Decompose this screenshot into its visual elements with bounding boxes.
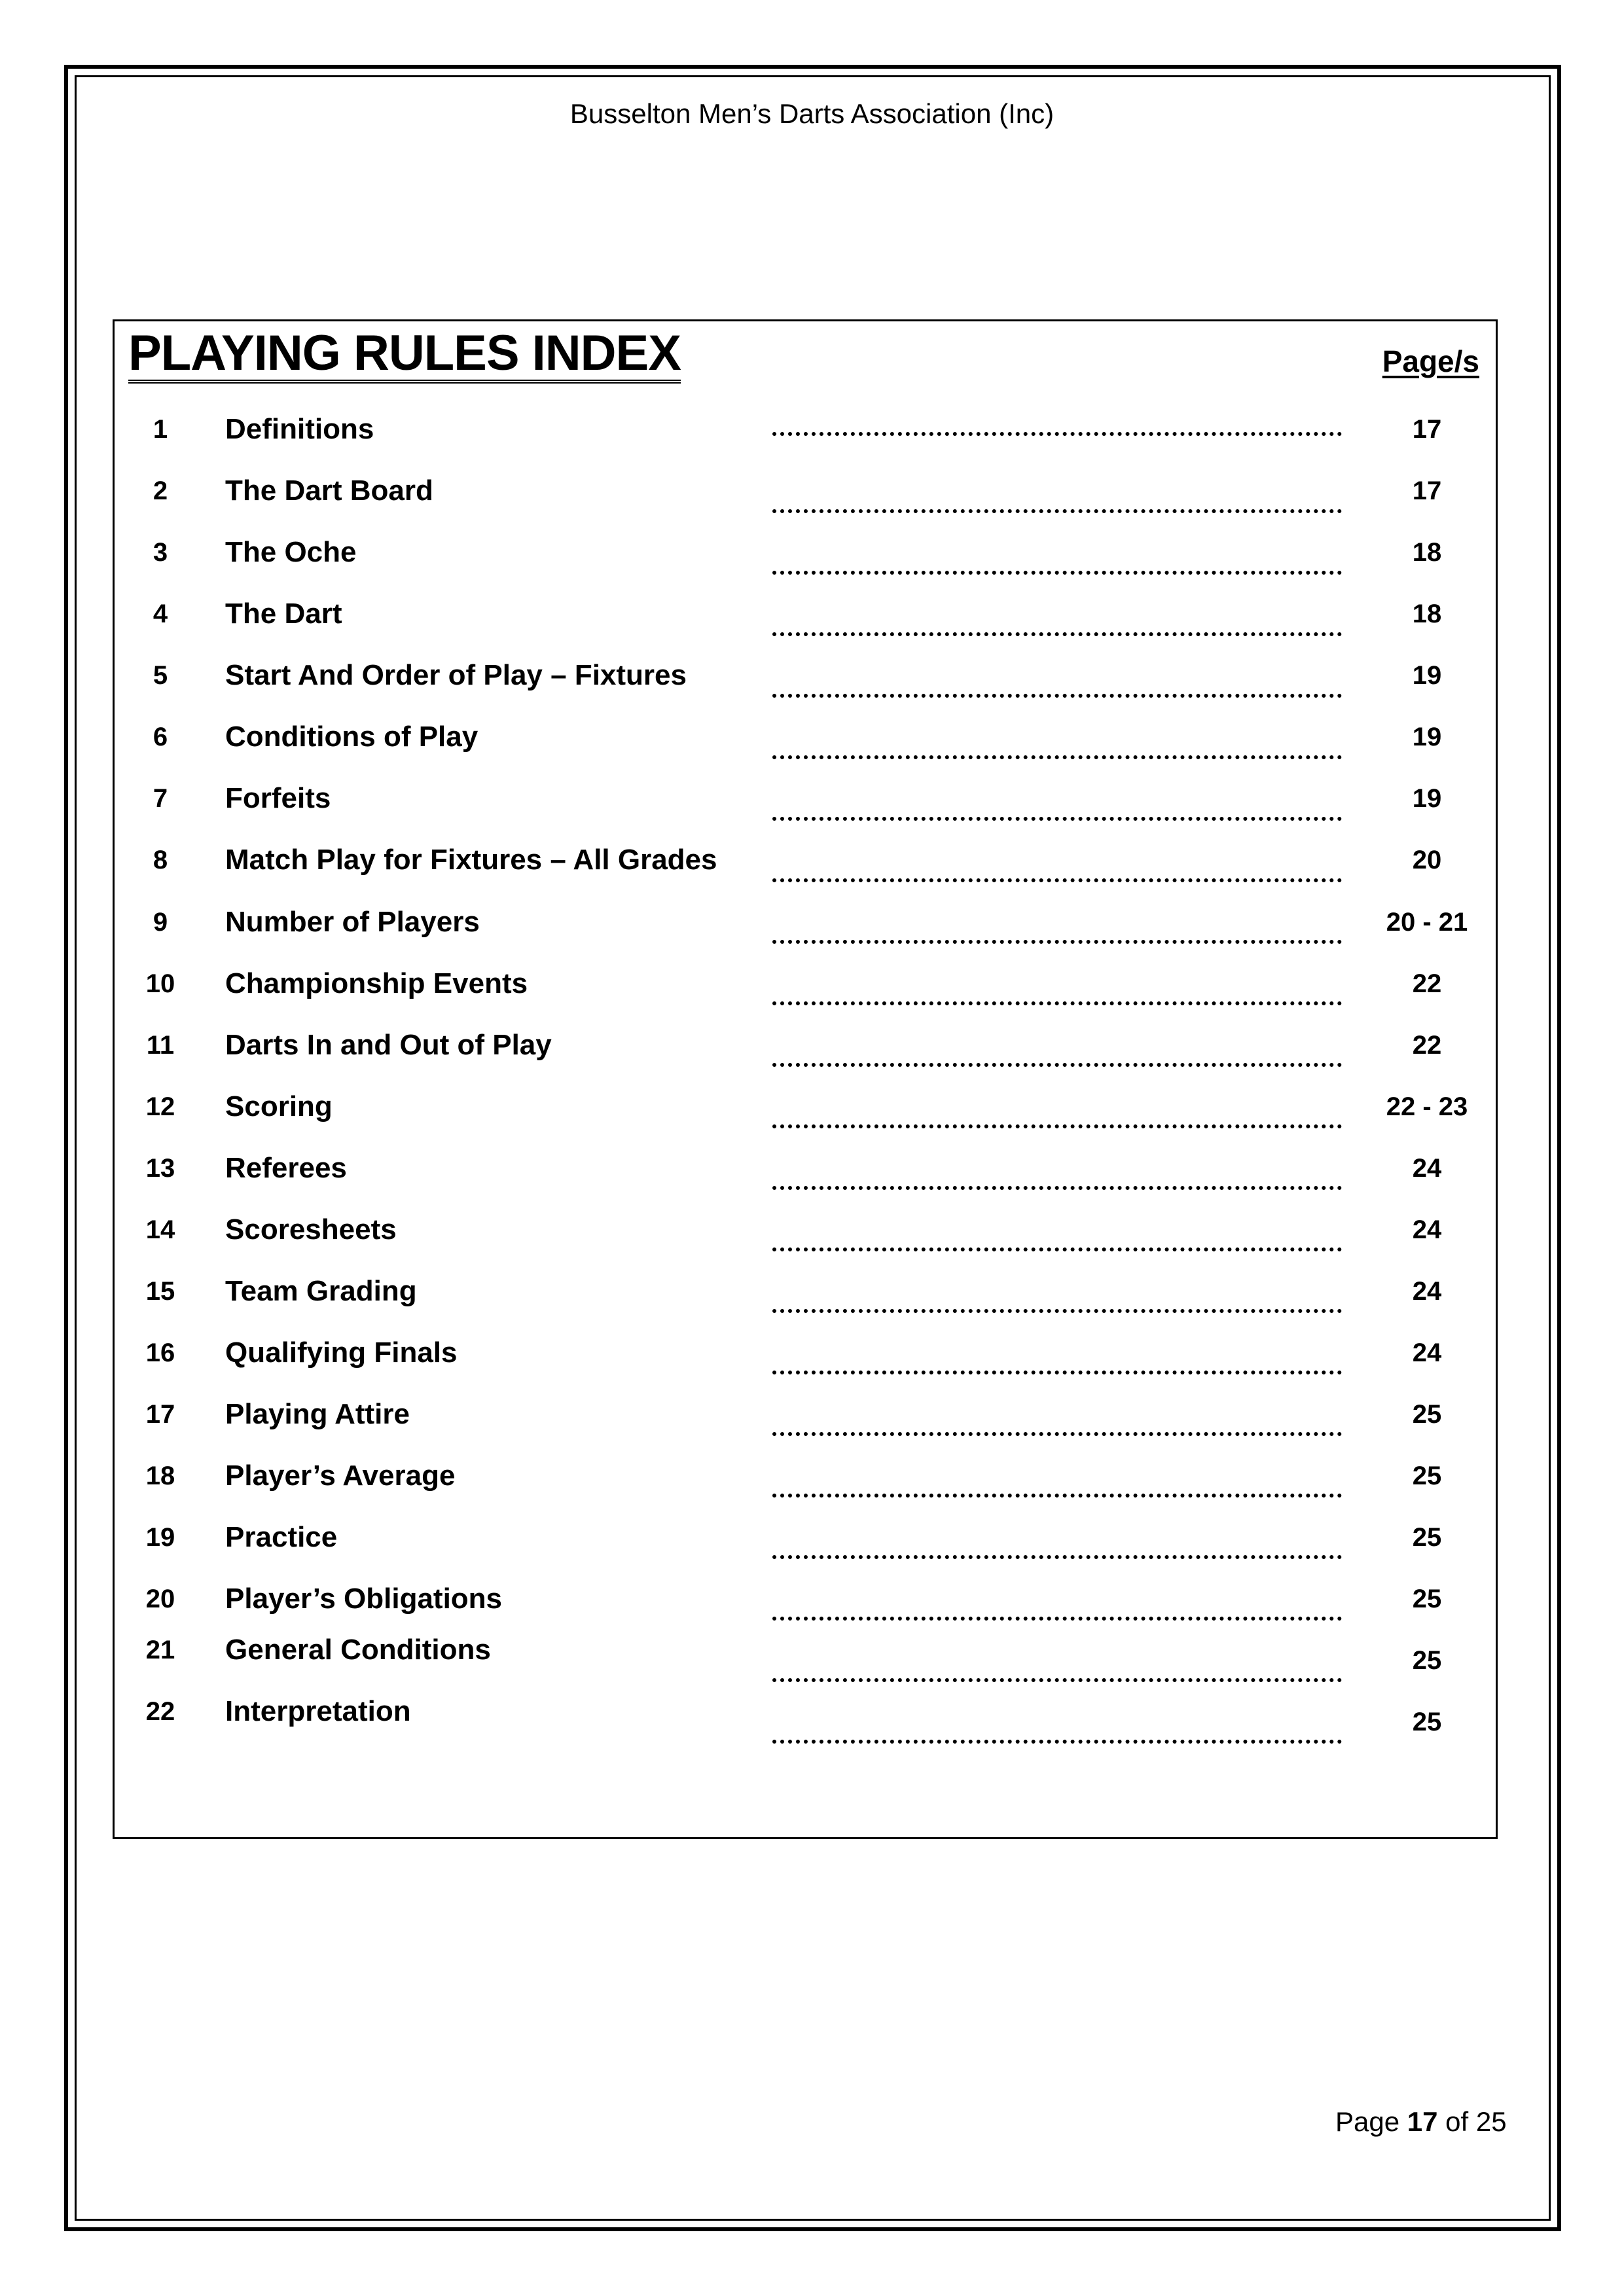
index-item-number: 5 <box>153 661 168 690</box>
index-item-title: Championship Events <box>225 967 528 999</box>
index-item-number: 21 <box>145 1636 175 1664</box>
index-item-leader-dots <box>772 1186 1342 1190</box>
index-item-pages: 22 - 23 <box>1386 1092 1468 1121</box>
index-item-leader-dots <box>772 878 1342 882</box>
index-item-pages: 25 <box>1412 1585 1442 1613</box>
index-item-leader-dots <box>772 1247 1342 1251</box>
pages-column-heading: Page/s <box>1382 344 1479 378</box>
index-item-pages: 18 <box>1412 600 1442 628</box>
index-item-number: 14 <box>145 1215 175 1244</box>
index-item-pages: 19 <box>1412 784 1442 813</box>
index-item-leader-dots <box>772 817 1342 821</box>
index-item-title: Qualifying Finals <box>225 1336 458 1369</box>
index-item-title: Forfeits <box>225 782 331 814</box>
index-item-leader-dots <box>772 694 1342 698</box>
index-item-number: 8 <box>153 846 168 874</box>
index-item-title: Number of Players <box>225 906 480 938</box>
index-item-title: The Dart Board <box>225 475 433 507</box>
index-item-title: The Dart <box>225 598 342 630</box>
index-item-leader-dots <box>772 1124 1342 1128</box>
index-title: PLAYING RULES INDEX <box>128 327 681 384</box>
index-item-pages: 20 - 21 <box>1386 908 1468 937</box>
index-item-title: Definitions <box>225 413 374 445</box>
index-item-leader-dots <box>772 1740 1342 1744</box>
index-item-leader-dots <box>772 1555 1342 1559</box>
page-footer <box>1335 2106 1507 2138</box>
index-item-number: 13 <box>145 1154 175 1183</box>
index-item-leader-dots <box>772 1432 1342 1436</box>
index-item-title: Referees <box>225 1152 347 1184</box>
index-item-pages: 22 <box>1412 1031 1442 1060</box>
index-item-pages: 24 <box>1412 1215 1442 1244</box>
index-item-leader-dots <box>772 755 1342 759</box>
index-item-number: 11 <box>146 1031 175 1060</box>
index-item-title: The Oche <box>225 536 357 568</box>
index-item-pages: 25 <box>1412 1523 1442 1552</box>
index-item-number: 12 <box>145 1092 175 1121</box>
index-item-leader-dots <box>772 1494 1342 1498</box>
index-item-pages: 25 <box>1412 1400 1442 1429</box>
index-item-number: 6 <box>153 723 168 751</box>
index-item-leader-dots <box>772 1309 1342 1313</box>
index-item-pages: 19 <box>1412 661 1442 690</box>
index-item-pages: 18 <box>1412 538 1442 567</box>
index-item-leader-dots <box>772 940 1342 944</box>
index-item-pages: 25 <box>1412 1462 1442 1490</box>
index-item-title: Player’s Obligations <box>225 1583 503 1615</box>
index-item-number: 1 <box>153 415 168 444</box>
index-item-title: Conditions of Play <box>225 721 478 753</box>
index-item-number: 20 <box>145 1585 175 1613</box>
index-item-number: 22 <box>145 1697 175 1726</box>
index-item-pages: 24 <box>1412 1154 1442 1183</box>
index-item-number: 18 <box>145 1462 175 1490</box>
index-item-title: Start And Order of Play – Fixtures <box>225 659 687 691</box>
index-item-number: 3 <box>153 538 168 567</box>
index-item-pages: 20 <box>1412 846 1442 874</box>
index-item-leader-dots <box>772 1371 1342 1374</box>
document-header: Busselton Men’s Darts Association (Inc) <box>569 98 1055 129</box>
index-item-number: 7 <box>153 784 168 813</box>
index-item-leader-dots <box>772 571 1342 575</box>
index-item-pages: 17 <box>1412 415 1442 444</box>
index-item-number: 17 <box>145 1400 175 1429</box>
index-item-title: Match Play for Fixtures – All Grades <box>225 844 717 876</box>
index-item-title: General Conditions <box>225 1634 491 1666</box>
index-item-number: 10 <box>145 969 175 998</box>
index-item-leader-dots <box>772 1001 1342 1005</box>
footer-prefix: Page <box>1335 2106 1400 2137</box>
index-item-leader-dots <box>772 432 1342 436</box>
index-item-pages: 22 <box>1412 969 1442 998</box>
footer-total-pages: 25 <box>1475 2106 1507 2137</box>
index-item-title: Player’s Average <box>225 1460 456 1492</box>
index-item-number: 19 <box>145 1523 175 1552</box>
index-item-pages: 25 <box>1412 1708 1442 1736</box>
index-item-title: Practice <box>225 1521 338 1553</box>
index-item-pages: 25 <box>1412 1646 1442 1675</box>
index-item-number: 4 <box>153 600 168 628</box>
index-item-title: Scoring <box>225 1090 333 1122</box>
index-item-title: Scoresheets <box>225 1213 397 1246</box>
index-item-pages: 24 <box>1412 1338 1442 1367</box>
index-item-leader-dots <box>772 509 1342 513</box>
index-item-leader-dots <box>772 1617 1342 1621</box>
index-item-leader-dots <box>772 1678 1342 1682</box>
index-item-title: Interpretation <box>225 1695 411 1727</box>
index-item-pages: 19 <box>1412 723 1442 751</box>
footer-of: of <box>1445 2106 1469 2137</box>
index-item-title: Darts In and Out of Play <box>225 1029 552 1061</box>
index-item-number: 15 <box>145 1277 175 1306</box>
index-item-title: Playing Attire <box>225 1398 410 1430</box>
index-item-leader-dots <box>772 632 1342 636</box>
index-item-number: 9 <box>153 908 168 937</box>
index-item-pages: 24 <box>1412 1277 1442 1306</box>
index-item-pages: 17 <box>1412 476 1442 505</box>
index-item-number: 2 <box>153 476 168 505</box>
index-item-number: 16 <box>145 1338 175 1367</box>
footer-current-page: 17 <box>1407 2106 1438 2137</box>
index-item-title: Team Grading <box>225 1275 417 1307</box>
index-item-leader-dots <box>772 1063 1342 1067</box>
